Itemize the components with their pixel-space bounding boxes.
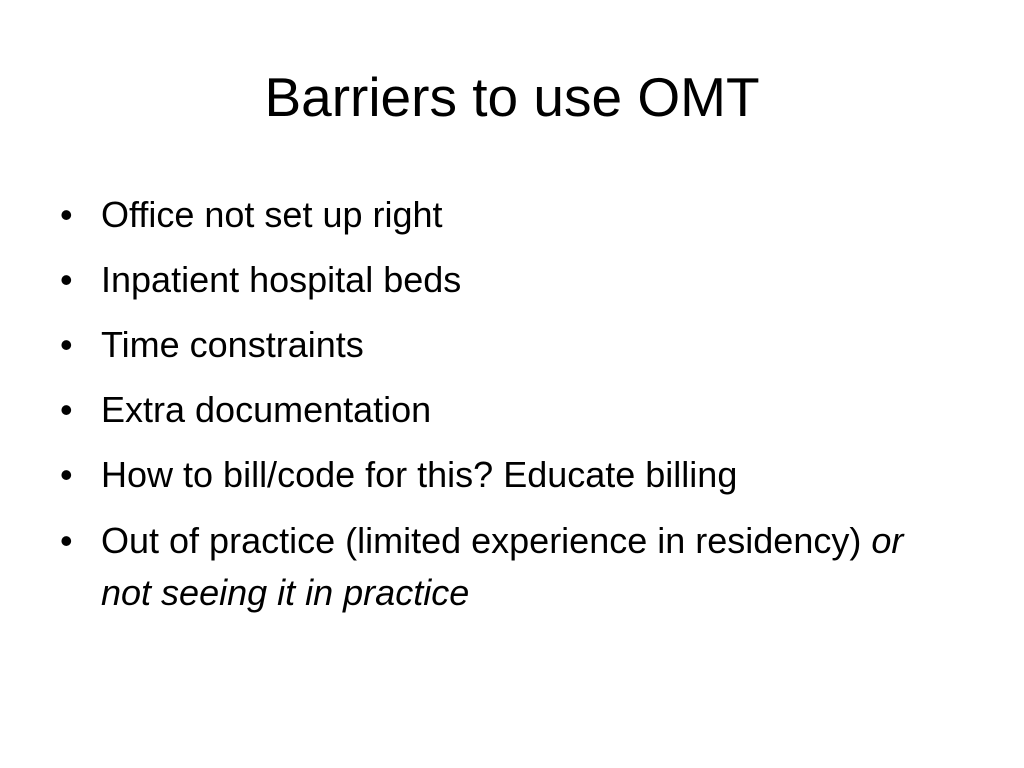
bullet-text: Inpatient hospital beds <box>101 259 462 300</box>
bullet-icon: • <box>60 520 73 561</box>
slide-title: Barriers to use OMT <box>264 66 760 128</box>
bullet-icon: • <box>60 194 73 235</box>
bullet-item <box>60 450 960 500</box>
bullet-item <box>60 515 960 619</box>
bullet-icon: • <box>60 454 73 495</box>
bullet-item <box>60 320 960 370</box>
bullet-icon: • <box>60 389 73 430</box>
bullet-item <box>60 385 960 435</box>
bullet-icon: • <box>60 259 73 300</box>
bullet-list <box>60 190 960 634</box>
bullet-item <box>60 255 960 305</box>
bullet-item <box>60 190 960 240</box>
bullet-text: Extra documentation <box>101 389 432 430</box>
bullet-text: How to bill/code for this? Educate billing <box>101 454 738 495</box>
bullet-icon: • <box>60 324 73 365</box>
bullet-text: Out of practice (limited experience in residency) <box>101 520 862 561</box>
bullet-text: Office not set up right <box>101 194 443 235</box>
bullet-text: Time constraints <box>101 324 364 365</box>
bullet-emphasis-text: or not seeing it in practice <box>101 520 904 613</box>
